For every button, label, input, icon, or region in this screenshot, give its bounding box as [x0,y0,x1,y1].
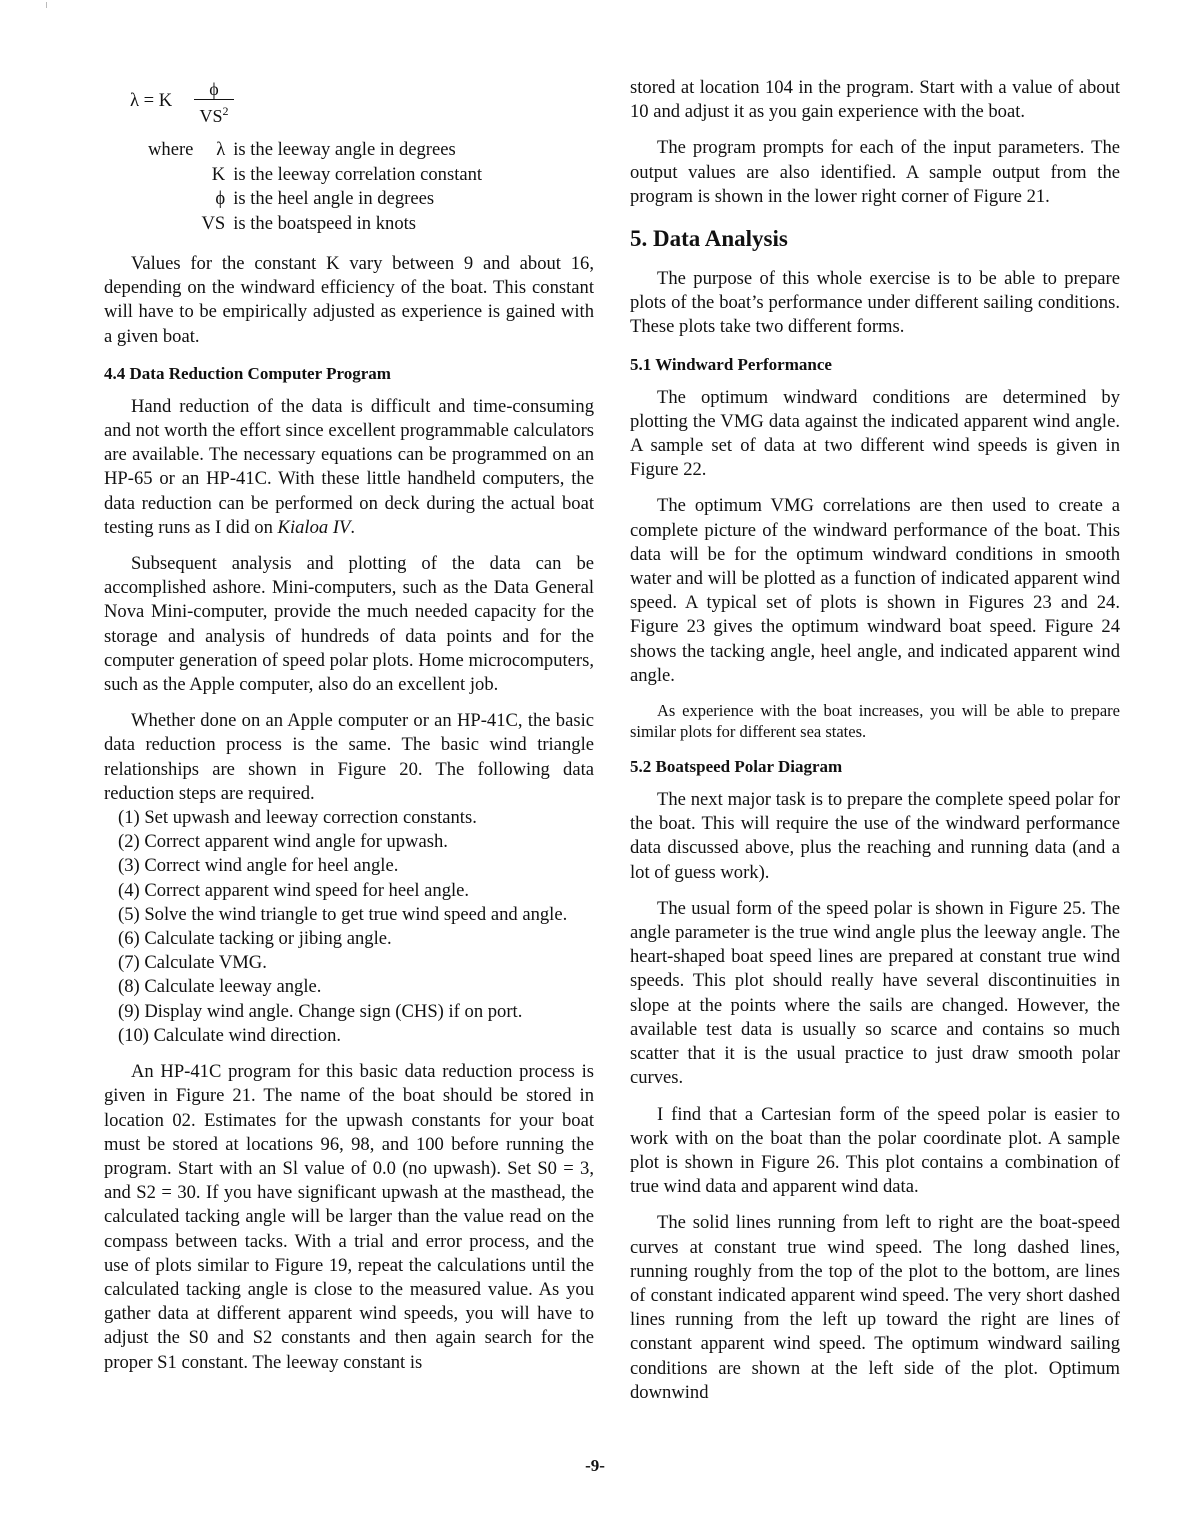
paragraph-usual: The usual form of the speed polar is shown in Figure 25. The angle parameter is the true wind angle plus the leeway angle. The heart-shaped boat speed lines are prepared at constant true wind speeds. This plot should really have several discontinuities in slope at the points where the sails are changed. However, the available test data is usually so scarce and contains so much scatter that it is the usual practice to just draw smooth polar curves. [630,897,1120,1089]
formula-lhs: λ = K [130,90,173,111]
list-item: (3) Correct wind angle for heel angle. [118,855,399,877]
definition-row [144,138,486,163]
definition-symbol: ϕ [215,188,226,209]
definition-symbol: K [211,163,226,185]
definition-text: is the heel angle in degrees [233,188,435,209]
formula-denominator: $VS^2$ [199,104,229,126]
left-column [104,76,594,1375]
right-column [630,76,1120,1405]
section-heading-5: 5. Data Analysis [630,226,788,252]
definition-row [144,187,486,212]
page-number: -9- [585,1456,605,1475]
formula-exponent: 2 [222,104,229,118]
paragraph-experience: As experience with the boat increases, you will be able to prepare similar plots for different sea states. [630,701,1120,742]
paragraph-optimum: The optimum windward conditions are determined by plotting the VMG data against the indicated apparent wind angle. A sample set of data at two different wind speeds is given in Figure 22. [630,386,1120,481]
definition-symbol: VS [201,212,226,234]
formula-fraction [194,80,234,126]
list-item: (4) Correct apparent wind speed for heel angle. [118,879,470,901]
boat-name: Kialoa IV [277,516,351,538]
definition-text: is the boatspeed in knots [233,212,417,234]
formula-definitions [144,138,486,236]
section-heading-5-1: 5.1 Windward Performance [630,354,832,374]
where-label: where [148,139,194,160]
formula-numerator: ϕ [209,79,219,99]
paragraph-cartesian: I find that a Cartesian form of the speed polar is easier to work with on the boat than the polar coordinate plot. A sample plot is shown in Figure 26. This plot contains a combination of true wind data and apparent wind data. [630,1103,1120,1198]
leeway-formula [104,76,594,138]
paragraph-vmg: The optimum VMG correlations are then used to create a complete picture of the windward performance of the boat. This data will be for the optimum windward conditions in smooth water and will be plotted as a function of indicated apparent wind speed. A typical set of plots is shown in Figures 23 and 24. Figure 23 gives the optimum windward boat speed. Figure 24 shows the tacking angle, heel angle, and indicated apparent wind angle. [630,495,1120,686]
paragraph-subsequent: Subsequent analysis and plotting of the data can be accomplished ashore. Mini-computers, such as the Data General Nova Mini-computer, provide the much needed capacity for the storage and analysis of hundreds of data points and for the computer generation of speed polar plots. Home microcomputers, such as the Apple computer, also do an excellent job. [104,553,594,696]
definition-text: is the leeway correlation constant [233,163,483,185]
definition-symbol: λ [216,139,226,160]
paragraph-next: The next major task is to prepare the complete speed polar for the boat. This will require the use of the windward performance data discussed above, plus the reaching and running data (and a lot of guess work). [630,789,1120,883]
definition-row [144,163,486,188]
paragraph-purpose: The purpose of this whole exercise is to be able to prepare plots of the boat’s performance under different sailing conditions. These plots take two different forms. [630,268,1120,338]
list-item: (2) Correct apparent wind angle for upwash. [118,831,448,853]
definition-row [144,212,486,237]
section-heading-5-2: 5.2 Boatspeed Polar Diagram [630,757,843,777]
fraction-bar [194,99,234,100]
section-heading-4-4: 4.4 Data Reduction Computer Program [104,363,391,383]
list-item: (9) Display wind angle. Change sign (CHS) if on port. [118,1000,523,1022]
list-item: (7) Calculate VMG. [118,952,267,974]
scan-mark [46,2,47,8]
paragraph-hand-reduction: Hand reduction of the data is difficult and time-consuming and not worth the effort since excellent programmable calculators are available. The necessary equations can be programmed on an HP-65 or an HP-41C. With these little handheld computers, the data reduction can be performed on deck during the actual boat testing runs as I did on Kialoa IV. [104,395,594,538]
paragraph-k-values: Values for the constant K vary between 9 and about 16, depending on the windward efficiency of the boat. This constant will have to be empirically adjusted as experience is gained with a given boat. [104,253,594,347]
list-item: (6) Calculate tacking or jibing angle. [118,928,392,950]
definition-text: is the leeway angle in degrees [233,139,456,160]
paragraph-continued: stored at location 104 in the program. Start with a value of about 10 and adjust it as you gain experience with the boat. [630,77,1120,123]
list-item: (1) Set upwash and leeway correction constants. [118,807,477,829]
paragraph-program: An HP-41C program for this basic data reduction process is given in Figure 21. The name of the boat should be stored in location 02. Estimates for the upwash constants for your boat must be stored at locations 96, 98, and 100 before running the program. Start with an Sl value of 0.0 (no upwash). Set S0 = 3, and S2 = 30. If you have significant upwash at the masthead, the calculated tacking angle will be larger than the value read on the compass between tacks. With a trial and error process, and the use of plots similar to Figure 19, repeat the calculations until the calculated tacking angle is close to the measured value. As you gather data at different apparent wind speeds, you will have to adjust the S0 and S2 constants and then again search for the proper S1 constant. The leeway constant is [104,1061,594,1373]
list-item: (5) Solve the wind triangle to get true wind speed and angle. [118,903,568,925]
paragraph-prompts: The program prompts for each of the input parameters. The output values are also identified. A sample output from the program is shown in the lower right corner of Figure 21. [630,137,1120,207]
list-item: (10) Calculate wind direction. [118,1024,342,1046]
paragraph-whether: Whether done on an Apple computer or an HP-41C, the basic data reduction process is the same. The basic wind triangle relationships are shown in Figure 20. The following data reduction steps are required. [104,710,594,804]
paragraph-solid-lines: The solid lines running from left to right are the boat-speed curves at constant true wind speed. The long dashed lines, running roughly from the top of the plot to the bottom, are lines of constant indicated apparent wind speed. The very short dashed lines running from the left up toward the right are lines of constant apparent wind speed. The optimum windward sailing conditions are shown at the left side of the plot. Optimum downwind [630,1212,1120,1403]
reduction-steps-list [104,806,594,1048]
list-item: (8) Calculate leeway angle. [118,976,322,998]
